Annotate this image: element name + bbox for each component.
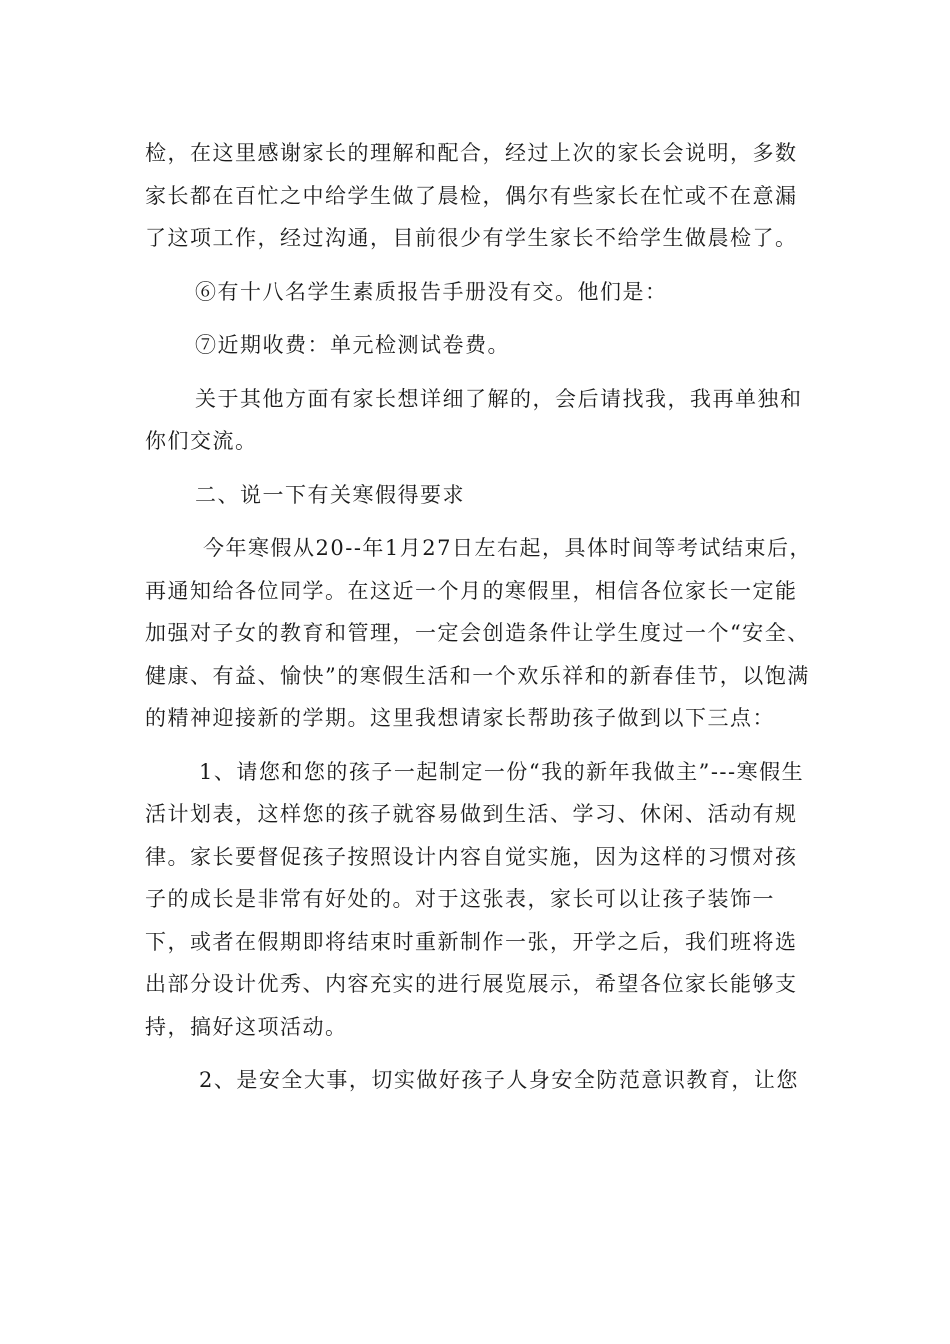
paragraph-contact-after-meeting: 关于其他方面有家长想详细了解的，会后请找我，我再单独和你们交流。 [145,386,803,453]
section-heading-winter-break: 二、说一下有关寒假得要求 [195,482,465,507]
paragraph-report-handbook: ⑥有十八名学生素质报告手册没有交。他们是： [195,279,668,304]
paragraph-recent-fees: ⑦近期收费：单元检测试卷费。 [195,333,510,357]
paragraph-morning-check: 检，在这里感谢家长的理解和配合，经过上次的家长会说明，多数家长都在百忙之中给学生做了晨检，偶尔有些家长在忙或不在意漏了这项工作，经过沟通，目前很少有学生家长不给学生做晨检了。 [145,141,798,250]
paragraph-point-1: 1、请您和您的孩子一起制定一份“我的新年我做主”---寒假生活计划表，这样您的孩子就容易做到生活、学习、休闲、活动有规律。家长要督促孩子按照设计内容自觉实施，因为这样的习惯对孩子的成长是非常有好处的。对于这张表，家长可以让孩子装饰一下，或者在假期即将结束时重新制作一张，开学之后，我们班将选出部分设计优秀、内容充实的进行展览展示，希望各位家长能够支持，搞好这项活动。 [145,759,805,1039]
paragraph-winter-break-intro: 今年寒假从20--年1月27日左右起，具体时间等考试结束后，再通知给各位同学。在这近一个月的寒假里，相信各位家长一定能加强对子女的教育和管理，一定会创造条件让学生度过一个“安全、健康、有益、愉快”的寒假生活和一个欢乐祥和的新春佳节，以饱满的精神迎接新的学期。这里我想请家长帮助孩子做到以下三点： [145,536,812,730]
document-body [145,132,815,1113]
paragraph-point-2: 2、是安全大事，切实做好孩子人身安全防范意识教育，让您 [199,1068,799,1092]
